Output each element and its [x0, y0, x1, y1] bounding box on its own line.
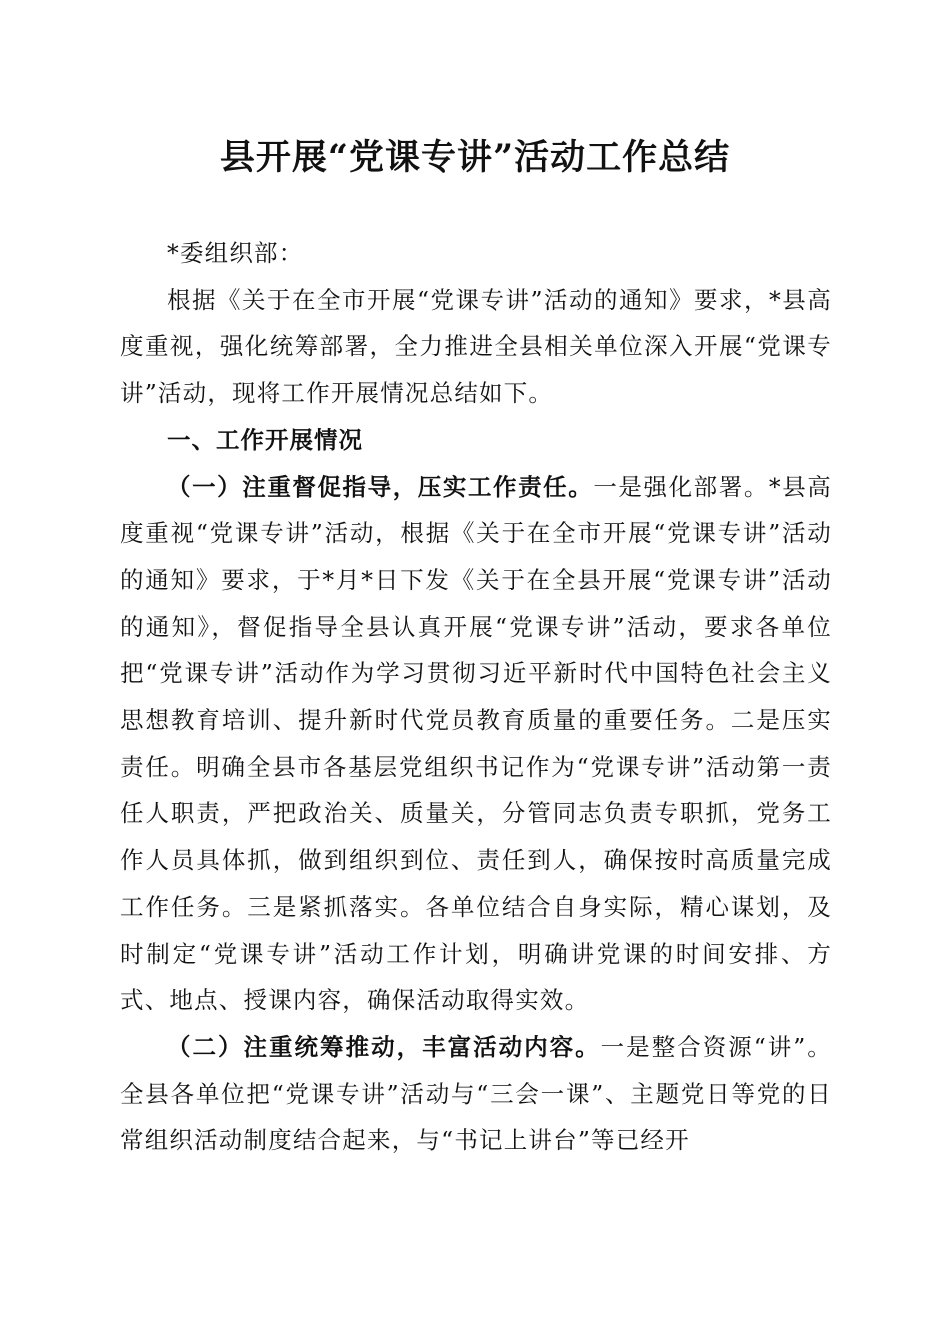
document-title: 县开展“党课专讲”活动工作总结: [219, 137, 731, 178]
intro-paragraph: 根据《关于在全市开展“党课专讲”活动的通知》要求，*县高度重视，强化统筹部署，全力推进全县相关单位深入开展“党课专讲”活动，现将工作开展情况总结如下。: [120, 285, 832, 408]
item-1-lead: （一）注重督促指导，压实工作责任。: [167, 472, 594, 501]
document-body: [120, 230, 832, 1164]
section-heading: 一、工作开展情况: [167, 425, 363, 454]
paragraph-item-1: [120, 464, 832, 1024]
recipient-line: *委组织部：: [167, 239, 304, 267]
item-2-lead: （二）注重统筹推动，丰富活动内容。: [167, 1032, 601, 1061]
item-1-body: 一是强化部署。*县高度重视“党课专讲”活动，根据《关于在全市开展“党课专讲”活动的通知》要求，于*月*日下发《关于在全县开展“党课专讲”活动的通知》，督促指导全县认真开展“党课专讲”活动，要求各单位把“党课专讲”活动作为学习贯彻习近平新时代中国特色社会主义思想教育培训、提升新时代党员教育质量的重要任务。二是压实责任。明确全县市各基层党组织书记作为“党课专讲”活动第一责任人职责，严把政治关、质量关，分管同志负责专职抓，党务工作人员具体抓，做到组织到位、责任到人，确保按时高质量完成工作任务。三是紧抓落实。各单位结合自身实际，精心谋划，及时制定“党课专讲”活动工作计划，明确讲党课的时间安排、方式、地点、授课内容，确保活动取得实效。: [120, 472, 833, 1015]
paragraph-item-2: [120, 1024, 832, 1164]
item-2-body: 一是整合资源“讲”。全县各单位把“党课专讲”活动与“三会一课”、主题党日等党的日常组织活动制度结合起来，与“书记上讲台”等已经开: [120, 1032, 832, 1155]
